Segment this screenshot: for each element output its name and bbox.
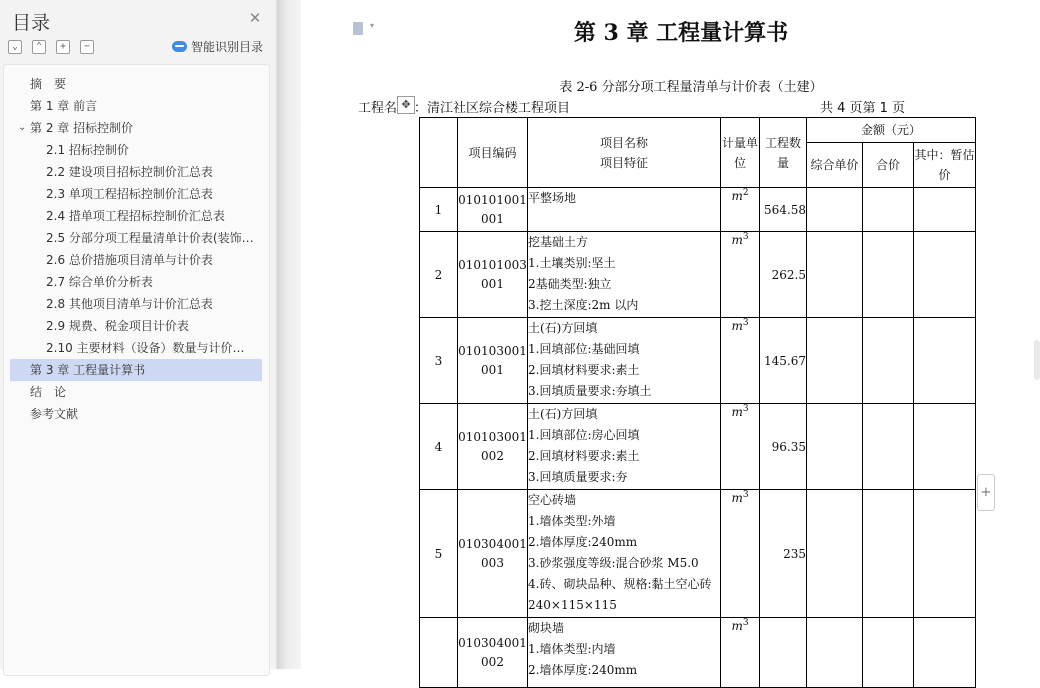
item-code: 010304001003 [458,490,528,618]
header-qty: 工程数量 [760,118,807,188]
item-feature-line: 2基础类型:独立 [528,277,612,291]
project-label: 工程名 [358,101,398,116]
header-unit: 计量单位 [721,118,760,188]
toc-item-label: 2.6 总价措施项目清单与计价表 [46,253,213,267]
item-code: 010101003001 [458,232,528,318]
unit-price-cell [807,490,863,618]
page-count: 共 4 页第 1 页 [820,101,906,116]
item-name [528,618,721,688]
item-feature-line: 2.墙体厚度:240mm [528,535,638,549]
unit-exponent: 3 [742,618,749,628]
toc-item-label: 第 3 章 工程量计算书 [30,363,146,377]
page-gutter [277,0,301,669]
item-feature-line: 3.回填质量要求:夯 [528,470,628,484]
table-caption: 表 2-6 分部分项工程量清单与计价表（土建） [559,80,823,95]
scroll-handle[interactable] [1034,340,1040,380]
project-name: ：清江社区综合楼工程项目 [414,101,571,116]
quantity-table [419,117,976,688]
header-estimate: 其中：暂估价 [914,143,976,188]
toc-item[interactable] [10,293,262,315]
toc-item[interactable] [10,271,262,293]
item-feature-line: 空心砖墙 [528,493,577,507]
unit-symbol: m [731,319,743,333]
collapse-all-button[interactable]: ⌃ [32,40,46,54]
smart-recognize-icon [172,41,187,52]
item-name [528,404,721,490]
toc-item-label: 2.7 综合单价分析表 [46,275,153,289]
header-name-text: 项目名称 [599,135,648,150]
table-row [420,188,976,232]
estimate-cell [914,232,976,318]
toc-item-label: 2.9 规费、税金项目计价表 [46,319,189,333]
quantity-cell: 235 [760,490,807,618]
header-index [420,118,458,188]
item-code: 010103001002 [458,404,528,490]
toc-list [3,64,270,676]
item-feature-line: 平整场地 [528,191,577,205]
unit-price-cell [807,404,863,490]
quantity-cell: 564.58 [760,188,807,232]
toc-item[interactable] [10,315,262,337]
item-feature-line: 1.墙体类型:外墙 [528,514,616,528]
toc-item[interactable] [10,117,262,139]
unit-cell [721,232,760,318]
item-feature-line: 2.墙体厚度:240mm [528,663,638,677]
toc-item-label: 参考文献 [30,407,79,421]
item-feature-line: 挖基础土方 [528,235,589,249]
toc-item-label: 2.10 主要材料（设备）数量与计价… [46,341,245,355]
unit-exponent: 3 [742,490,749,500]
quantity-cell [760,618,807,688]
row-index [420,618,458,688]
toc-item-label: 2.3 单项工程招标控制价汇总表 [46,187,213,201]
unit-price-cell [807,618,863,688]
row-index: 4 [420,404,458,490]
item-feature-line: 3.挖土深度:2m 以内 [528,298,639,312]
add-heading-button[interactable]: + [56,40,70,54]
header-code: 项目编码 [458,118,528,188]
table-row [420,490,976,618]
toc-toolbar [8,40,94,54]
toc-item-label: 摘 要 [30,77,67,91]
item-feature-line: 4.砖、砌块品种、规格:黏土空心砖 [528,577,712,591]
header-feature-text: 项目特征 [599,155,648,170]
toc-item-label: 2.1 招标控制价 [46,143,129,157]
item-name [528,232,721,318]
table-row [420,404,976,490]
item-feature-line: 1.墙体类型:内墙 [528,642,616,656]
smart-toc-label: 智能识别目录 [191,40,264,54]
item-code: 010103001001 [458,318,528,404]
toc-item[interactable] [10,249,262,271]
header-name [528,118,721,188]
item-feature-line: 砌块墙 [528,621,565,635]
toc-item[interactable] [10,161,262,183]
toc-item-label: 2.5 分部分项工程量清单计价表(装饰… [46,231,254,245]
total-cell [863,618,914,688]
chevron-down-icon[interactable]: ⌄ [18,122,27,133]
expand-all-button[interactable]: ⌄ [8,40,22,54]
toc-title: 目录 [12,12,51,34]
estimate-cell [914,318,976,404]
toc-item[interactable] [10,95,262,117]
unit-cell [721,404,760,490]
item-code: 010101001001 [458,188,528,232]
table-move-handle-icon[interactable]: ✥ [397,96,415,114]
toc-item[interactable] [10,359,262,381]
toc-item[interactable] [10,139,262,161]
total-cell [863,490,914,618]
toc-item-label: 第 1 章 前言 [30,99,98,113]
toc-item[interactable] [10,205,262,227]
item-feature-line: 240×115×115 [528,598,617,612]
toc-item-label: 结 论 [30,385,67,399]
unit-cell [721,490,760,618]
total-cell [863,318,914,404]
add-column-button[interactable]: + [977,474,995,511]
unit-exponent: 3 [742,232,749,242]
item-feature-line: 1.土壤类别:坚土 [528,256,616,270]
toc-item-label: 2.2 建设项目招标控制价汇总表 [46,165,213,179]
item-feature-line: 3.砂浆强度等级:混合砂浆 M5.0 [528,556,699,570]
table-row [420,232,976,318]
estimate-cell [914,188,976,232]
estimate-cell [914,490,976,618]
quantity-cell: 262.5 [760,232,807,318]
item-feature-line: 3.回填质量要求:夯填土 [528,384,652,398]
total-cell [863,232,914,318]
close-icon[interactable]: ✕ [248,9,262,27]
row-index: 2 [420,232,458,318]
unit-symbol: m [731,405,743,419]
unit-price-cell [807,318,863,404]
header-total: 合价 [863,143,914,188]
item-code: 010304001002 [458,618,528,688]
toc-item[interactable] [10,183,262,205]
table-row [420,618,976,688]
quantity-cell: 96.35 [760,404,807,490]
document-menu-icon[interactable] [353,22,363,35]
unit-exponent: 3 [742,404,749,414]
header-amount: 金额（元） [807,118,976,143]
document-page [301,0,1038,677]
item-feature-line: 土(石)方回填 [528,407,598,421]
toc-item[interactable] [10,403,262,425]
row-index: 3 [420,318,458,404]
row-index: 1 [420,188,458,232]
item-feature-line: 2.回填材料要求:素土 [528,363,640,377]
toc-item-label: 第 2 章 招标控制价 [30,121,134,135]
toc-item[interactable] [10,73,262,95]
toc-sidebar [0,0,277,669]
smart-toc-button[interactable] [172,38,263,55]
remove-heading-button[interactable]: − [80,40,94,54]
unit-symbol: m [731,233,743,247]
item-feature-line: 土(石)方回填 [528,321,598,335]
unit-cell [721,188,760,232]
header-unit-price: 综合单价 [807,143,863,188]
item-name [528,188,721,232]
toc-item-label: 2.4 措单项工程招标控制价汇总表 [46,209,225,223]
chapter-heading: 第 3 章 工程量计算书 [573,20,789,46]
unit-price-cell [807,232,863,318]
total-cell [863,188,914,232]
unit-symbol: m [731,619,743,633]
estimate-cell [914,404,976,490]
unit-cell [721,618,760,688]
item-feature-line: 2.回填材料要求:素土 [528,449,640,463]
unit-cell [721,318,760,404]
toc-item[interactable] [10,337,262,359]
unit-price-cell [807,188,863,232]
estimate-cell [914,618,976,688]
item-feature-line: 1.回填部位:基础回填 [528,342,640,356]
toc-item-label: 2.8 其他项目清单与计价汇总表 [46,297,213,311]
total-cell [863,404,914,490]
unit-symbol: m [731,189,743,203]
row-index: 5 [420,490,458,618]
table-row [420,318,976,404]
unit-exponent: 2 [742,188,749,198]
quantity-cell: 145.67 [760,318,807,404]
toc-item[interactable] [10,381,262,403]
item-name [528,318,721,404]
item-feature-line: 1.回填部位:房心回填 [528,428,640,442]
toc-item[interactable] [10,227,262,249]
item-name [528,490,721,618]
unit-symbol: m [731,491,743,505]
unit-exponent: 3 [742,318,749,328]
